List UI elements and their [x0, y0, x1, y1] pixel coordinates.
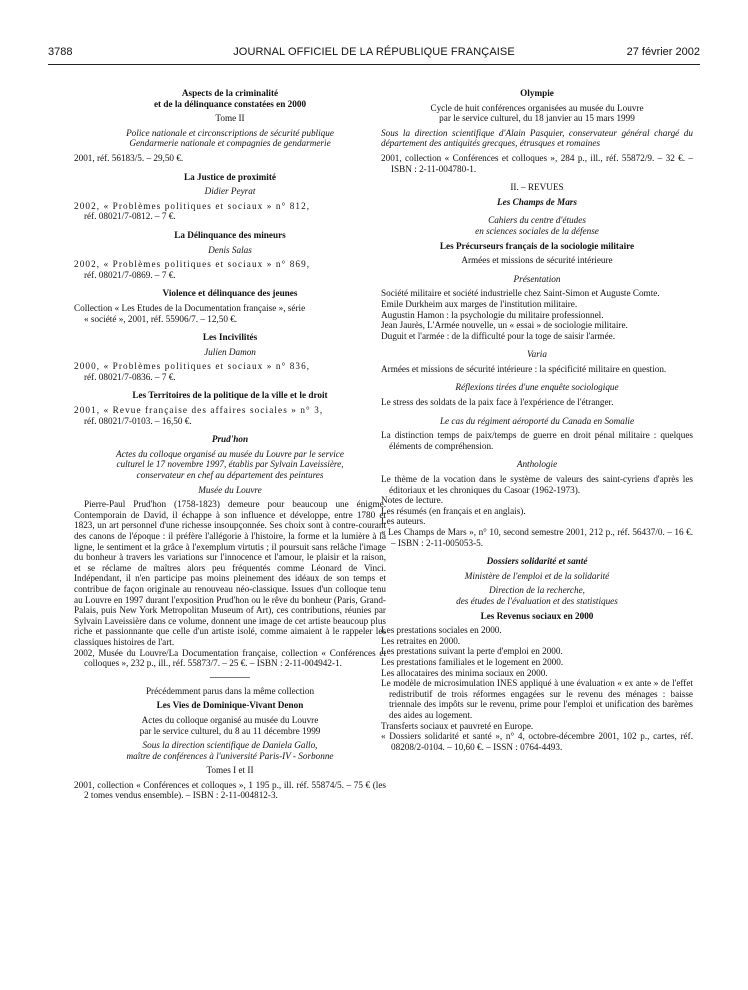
vivant-title: Les Vies de Dominique-Vivant Denon: [156, 700, 304, 711]
aspects-reference: 2001, réf. 56183/5. – 29,50 €.: [74, 152, 184, 163]
header-rule: [48, 64, 700, 65]
aspects-subtitle-2: Gendarmerie nationale et compagnies de gendarmerie: [129, 138, 331, 149]
vivant-subtitle-2: par le service culturel, du 8 au 11 décembre 1999: [139, 725, 321, 736]
resumes: Les résumés (en français et en anglais).: [381, 505, 526, 516]
precedemment-note: Précédemment parus dans la même collection: [145, 685, 315, 696]
territoires-title: Les Territoires de la politique de la ville et le droit: [132, 390, 328, 401]
revenus-item: Les prestations familiales et le logement en 2000.: [381, 656, 564, 667]
armees-subtitle: Armées et missions de sécurité intérieure: [461, 255, 613, 266]
mineurs-author: Denis Salas: [208, 244, 252, 255]
mineurs-reference-2: réf. 08021/7-0869. – 7 €.: [84, 269, 176, 280]
mineurs-reference-1: 2002, « Problèmes politiques et sociaux » n° 869,: [74, 259, 311, 270]
incivilites-reference-2: réf. 08021/7-0836. – 7 €.: [84, 371, 176, 382]
olympie-subtitle-2: par le service culturel, du 18 janvier au 15 mars 1999: [439, 113, 635, 124]
precurseurs-title: Les Précurseurs français de la sociologie militaire: [439, 240, 635, 251]
aspects-title-line-2: et de la délinquance constatées en 2000: [153, 98, 307, 109]
journal-title: JOURNAL OFFICIEL DE LA RÉPUBLIQUE FRANÇAISE: [233, 46, 515, 58]
page-header: [48, 46, 700, 62]
revenus-item: Les retraites en 2000.: [381, 635, 461, 646]
right-column: [381, 88, 693, 752]
justice-reference-2: réf. 08021/7-0812. – 7 €.: [84, 211, 176, 222]
issue-date: 27 février 2002: [626, 46, 700, 58]
violence-reference-2: « société », 2001, réf. 55906/7. – 12,50 €.: [84, 313, 238, 324]
revenus-item: Les prestations suivant la perte d'emploi en 2000.: [381, 646, 563, 657]
direction-line-1: Direction de la recherche,: [489, 585, 585, 596]
reflexions-text: Le stress des soldats de la paix face à l'expérience de l'étranger.: [381, 397, 614, 408]
cahiers-line-1: Cahiers du centre d'études: [488, 215, 586, 226]
aspects-title-line-1: Aspects de la criminalité: [181, 88, 279, 98]
anthologie-heading: Anthologie: [516, 459, 558, 470]
auteurs: Les auteurs.: [381, 516, 426, 527]
justice-reference-1: 2002, « Problèmes politiques et sociaux » n° 812,: [74, 200, 311, 211]
anthologie-text: Le thème de la vocation dans le système de valeurs des saint-cyriens d'après les éditoriaux et les chroniques du Casoar (1962-1973).: [381, 474, 693, 495]
presentation-item: Duguit et l'armée : de la difficulté pour la toge de saisir l'armée.: [381, 330, 616, 341]
olympie-direction: Sous la direction scientifique d'Alain Pasquier, conservateur général chargé du département des antiquités grecques, étrusques et romaines: [381, 127, 693, 149]
vivant-direction-2: maître de conférences à l'université Paris-IV - Sorbonne: [126, 750, 334, 761]
revenus-item: Les prestations sociales en 2000.: [381, 625, 502, 636]
olympie-reference: 2001, collection « Conférences et colloques », 284 p., ill., réf. 55872/9. – 32 €. – ISBN : 2-11-004780-1.: [381, 152, 693, 174]
champs-reference: « Les Champs de Mars », n° 10, second semestre 2001, 212 p., réf. 56437/0. – 16 €. – ISBN : 2-11-005053-5.: [381, 527, 693, 548]
presentation-heading: Présentation: [513, 273, 561, 284]
violence-reference-1: Collection « Les Etudes de la Documentation française », série: [74, 302, 306, 313]
cahiers-line-2: en sciences sociales de la défense: [475, 225, 599, 236]
ministere: Ministère de l'emploi et de la solidarité: [464, 570, 610, 581]
notes-de-lecture: Notes de lecture.: [381, 495, 443, 506]
olympie-title: Olympie: [520, 88, 554, 98]
presentation-item: Augustin Hamon : la psychologie du militaire professionnel.: [381, 309, 604, 320]
revenus-item: Transferts sociaux et pauvreté en Europe.: [381, 720, 534, 731]
left-column: [74, 88, 386, 801]
incivilites-reference-1: 2000, « Problèmes politiques et sociaux » n° 836,: [74, 361, 311, 372]
vivant-subtitle-1: Actes du colloque organisé au musée du Louvre: [141, 714, 319, 725]
revues-heading: II. – REVUES: [510, 182, 564, 193]
dossiers-reference: « Dossiers solidarité et santé », n° 4, octobre-décembre 2001, 102 p., cartes, réf. 08208/2-0104. – 10,60 €. – ISSN : 0764-4493.: [381, 731, 693, 752]
violence-title: Violence et délinquance des jeunes: [162, 288, 298, 299]
vivant-reference: 2001, collection « Conférences et colloques », 1 195 p., ill. réf. 55874/5. – 75 € (les 2 tomes vendus ensemble). – ISBN : 2-11-004812-3.: [74, 779, 386, 801]
vivant-direction-1: Sous la direction scientifique de Daniela Gallo,: [142, 740, 318, 751]
incivilites-author: Julien Damon: [204, 346, 256, 357]
revenus-title: Les Revenus sociaux en 2000: [480, 610, 594, 621]
varia-text: Armées et missions de sécurité intérieure : la spécificité militaire en question.: [381, 363, 667, 374]
prudhon-reference: 2002, Musée du Louvre/La Documentation française, collection « Conférences et colloques », 232 p., ill., réf. 55873/7. – 25 €. – ISBN : 2-11-004942-1.: [74, 647, 386, 669]
varia-heading: Varia: [527, 349, 547, 360]
vivant-tomes: Tomes I et II: [206, 765, 254, 776]
incivilites-title: Les Incivilités: [202, 332, 258, 343]
prudhon-description: Pierre-Paul Prud'hon (1758-1823) demeure pour beaucoup une énigme. Contemporain de David, il échappe à son influence et développe, entre 1780 et 1823, un art personnel d'une richesse insoupçonnée. Ses choix sont à contre-courant des canons de l'époque : il préfère l'allégorie à l'histoire, la forme et la lumière à la ligne, le sentiment et la grâce à l'exemplum virtutis ; il poursuit sans relâche l'image du bonheur à travers les variations sur l'innocence et l'amour, le plaisir et la raison, et se réclame de maîtres alors peu fréquentés comme Léonard de Vinci. Indépendant, il n'en participe pas moins pleinement des idéaux de son temps et contribue de façon originale au renouveau néo-classique. Issues d'un colloque tenu au Louvre en 1997 durant l'exposition Prud'hon ou le rêve du bonheur (Paris, Grand-Palais, puis New York Metropolitan Museum of Art), ces contributions, réunies par Sylvain Laveissière dans ce volume, donnent une image de cet artiste beaucoup plus riche et passionnante que celle d'un artiste isolé, comme aimaient à le rappeler les classiques histoires de l'art.: [74, 499, 386, 647]
regiment-heading: Le cas du régiment aéroporté du Canada en Somalie: [439, 415, 635, 426]
prudhon-musee: Musée du Louvre: [198, 484, 262, 495]
regiment-text: La distinction temps de paix/temps de guerre en droit pénal militaire : quelques éléments de compréhension.: [381, 430, 693, 451]
revenus-item: Les allocataires des minima sociaux en 2000.: [381, 667, 548, 678]
mineurs-title: La Délinquance des mineurs: [174, 229, 286, 240]
aspects-tome: Tome II: [215, 113, 245, 124]
revenus-item: Le modèle de microsimulation INES appliqué à une évaluation « ex ante » de l'effet redistributif de trois réformes engagées sur le revenu des ménages : baisse triennale des impôts sur le revenu, prime pour l'emploi et unification des barèmes des aides au logement.: [381, 678, 693, 720]
presentation-item: Jean Jaurès, L'Armée nouvelle, un « essai » de sociologie militaire.: [381, 320, 628, 331]
justice-title: La Justice de proximité: [184, 171, 276, 182]
page-number: 3788: [48, 46, 73, 58]
champs-de-mars-title: Les Champs de Mars: [497, 196, 577, 207]
aspects-subtitle-1: Police nationale et circonscriptions de sécurité publique: [126, 127, 334, 138]
prudhon-subtitle-3: conservateur en chef au département des peintures: [136, 470, 324, 481]
prudhon-title: Prud'hon: [211, 434, 249, 445]
reflexions-heading: Réflexions tirées d'une enquête sociologique: [455, 382, 619, 393]
olympie-subtitle-1: Cycle de huit conférences organisées au musée du Louvre: [430, 102, 644, 113]
prudhon-subtitle-2: culturel le 17 novembre 1997, établis par Sylvain Laveissière,: [116, 459, 344, 470]
dossiers-title: Dossiers solidarité et santé: [486, 556, 588, 567]
justice-author: Didier Peyrat: [204, 186, 256, 197]
territoires-reference-1: 2001, « Revue française des affaires sociales » n° 3,: [74, 405, 324, 416]
direction-line-2: des études de l'évaluation et des statistiques: [456, 595, 618, 606]
territoires-reference-2: réf. 08021/7-0103. – 16,50 €.: [84, 415, 192, 426]
presentation-item: Société militaire et société industrielle chez Saint-Simon et Auguste Comte.: [381, 288, 660, 299]
prudhon-subtitle-1: Actes du colloque organisé au musée du Louvre par le service: [116, 448, 344, 459]
presentation-item: Emile Durkheim aux marges de l'institution militaire.: [381, 298, 578, 309]
